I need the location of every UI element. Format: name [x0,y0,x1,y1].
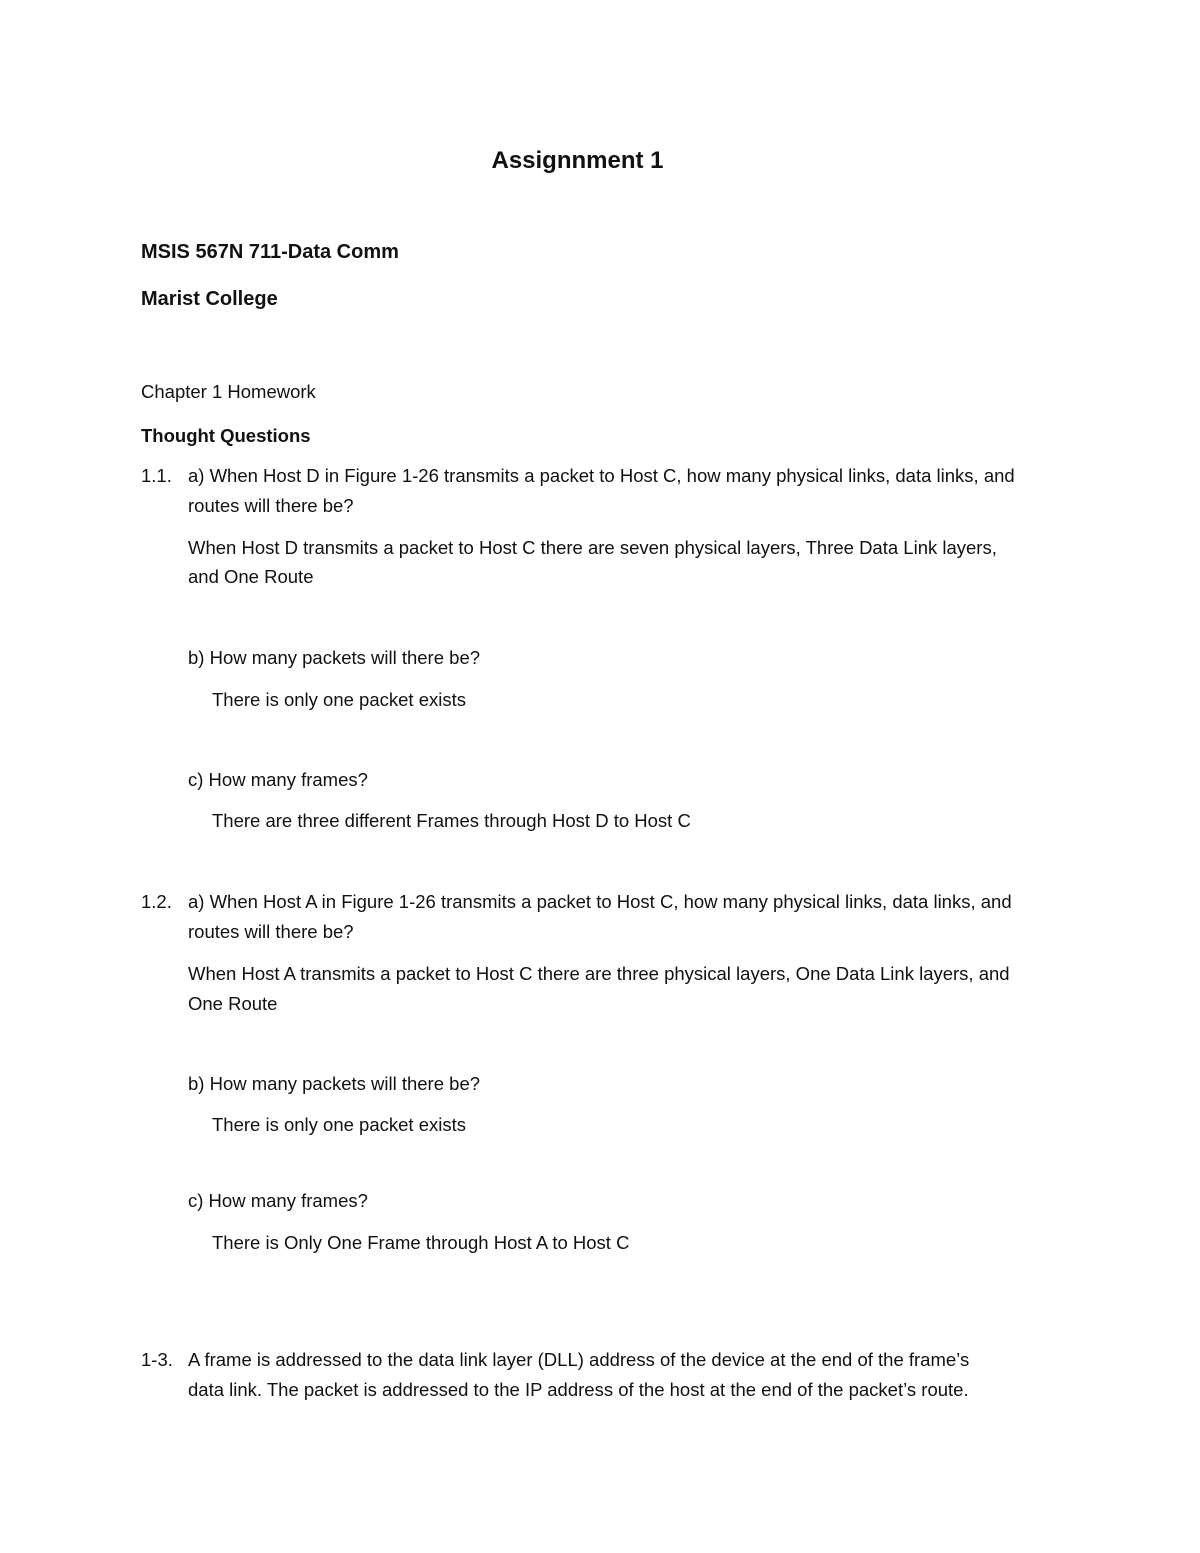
chapter-heading: Chapter 1 Homework [141,381,316,402]
answer-text: When Host D transmits a packet to Host C there are seven physical layers, Three Data Link layers, [188,537,997,558]
question-text: c) How many frames? [188,769,368,790]
answer-text: There is Only One Frame through Host A to Host C [212,1232,630,1253]
question-number: 1.2. [141,891,172,912]
answer-text: One Route [188,993,278,1014]
question-text: routes will there be? [188,495,354,516]
answer-text: and One Route [188,566,314,587]
answer-text: When Host A transmits a packet to Host C there are three physical layers, One Data Link layers, and [188,963,1010,984]
question-text: a) When Host A in Figure 1-26 transmits a packet to Host C, how many physical links, data links, and [188,891,1012,912]
answer-text: There is only one packet exists [212,689,466,710]
school-name: Marist College [141,288,278,310]
question-text: b) How many packets will there be? [188,1073,481,1094]
section-heading: Thought Questions [141,425,311,446]
answer-text: data link. The packet is addressed to the IP address of the host at the end of the packet’s route. [188,1379,969,1400]
document-title: Assignnment 1 [491,147,664,174]
course-name: MSIS 567N 711-Data Comm [141,241,399,263]
question-number: 1.1. [141,465,172,486]
question-text: routes will there be? [188,921,354,942]
question-text: a) When Host D in Figure 1-26 transmits a packet to Host C, how many physical links, data links, and [188,465,1015,486]
question-number: 1-3. [141,1349,173,1370]
answer-text: A frame is addressed to the data link layer (DLL) address of the device at the end of the frame’s [188,1349,970,1370]
answer-text: There is only one packet exists [212,1114,466,1135]
question-text: c) How many frames? [188,1190,368,1211]
answer-text: There are three different Frames through Host D to Host C [212,810,691,831]
question-text: b) How many packets will there be? [188,647,481,668]
